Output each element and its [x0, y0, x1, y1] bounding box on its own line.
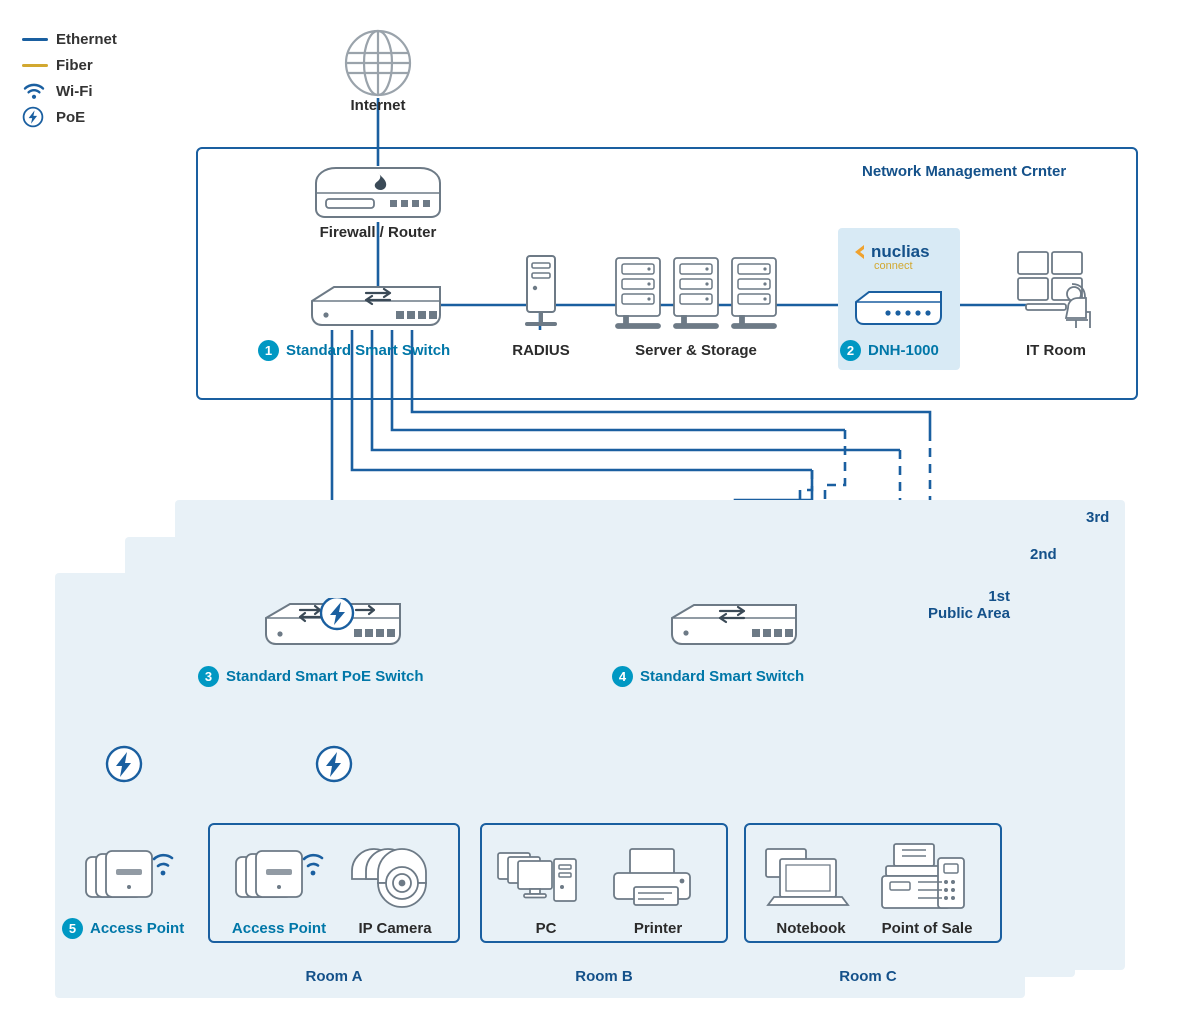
firewall-router-node[interactable]: [308, 163, 448, 221]
internet-node[interactable]: [343, 28, 413, 98]
switch-icon: [668, 600, 802, 650]
core-switch-node[interactable]: [308, 283, 448, 331]
access-point-icon: [232, 843, 332, 915]
first-floor-switch-label: Standard Smart Switch: [640, 668, 805, 685]
internet-label: Internet: [350, 97, 406, 114]
nuclias-appliance-icon: [853, 288, 947, 328]
legend-item-wifi: [22, 78, 202, 104]
dnh-1000-label-row: [840, 340, 939, 361]
ip-camera-node[interactable]: [346, 845, 442, 915]
printer-node[interactable]: [608, 845, 704, 915]
legend-label: Fiber: [56, 56, 93, 74]
notebook-icon: [762, 843, 862, 915]
server-tower-icon: [519, 254, 563, 332]
pc-node[interactable]: [496, 845, 596, 915]
dnh-1000-label: DNH-1000: [868, 342, 939, 359]
network-management-center-title: Network Management Crnter: [862, 163, 1067, 180]
legend-label: PoE: [56, 108, 86, 126]
it-room-icon: [1012, 250, 1104, 332]
first-floor-switch-label-row: [612, 666, 804, 687]
floor-1st-label-line1: 1st: [988, 588, 1010, 605]
point-of-sale-icon: [876, 840, 972, 916]
server-storage-label: Server & Storage: [635, 342, 757, 359]
ethernet-line-icon: [22, 38, 56, 41]
poe-marker-left: [105, 745, 143, 788]
radius-label: RADIUS: [512, 342, 570, 359]
legend-item-poe: [22, 104, 202, 130]
poe-icon: [315, 745, 353, 783]
switch-icon: [308, 283, 448, 331]
it-room-label: IT Room: [1026, 342, 1086, 359]
floor-1st-label-line2: Public Area: [928, 605, 1010, 622]
core-switch-label-row: [258, 340, 450, 361]
server-rack-icon: [612, 254, 780, 332]
notebook-label: Notebook: [776, 920, 846, 937]
server-storage-node[interactable]: [612, 254, 780, 332]
printer-label: Printer: [633, 920, 683, 937]
standalone-access-point-label-row: [62, 918, 184, 939]
poe-marker-right: [315, 745, 353, 788]
nuclias-wordmark: nuclias: [871, 242, 930, 261]
callout-badge: 2: [840, 340, 861, 361]
firewall-router-label: Firewall / Router: [319, 224, 437, 241]
core-switch-label: Standard Smart Switch: [286, 342, 451, 359]
standalone-access-point-node[interactable]: [82, 843, 182, 915]
room-c-name: Room C: [839, 968, 897, 985]
nuclias-logo: [852, 242, 930, 262]
it-room-node[interactable]: [1012, 250, 1104, 332]
room-b-name: Room B: [575, 968, 633, 985]
callout-badge: 3: [198, 666, 219, 687]
globe-icon: [343, 28, 413, 98]
ip-camera-label: IP Camera: [358, 920, 432, 937]
point-of-sale-label: Point of Sale: [881, 920, 973, 937]
poe-icon: [105, 745, 143, 783]
point-of-sale-node[interactable]: [876, 840, 972, 916]
floor-2nd-label: 2nd: [1030, 546, 1057, 563]
standalone-access-point-label: Access Point: [90, 920, 185, 937]
wifi-icon: [22, 81, 56, 101]
poe-switch-label: Standard Smart PoE Switch: [226, 668, 424, 685]
poe-switch-icon: [262, 598, 408, 650]
radius-server-node[interactable]: [519, 254, 563, 332]
poe-icon: [22, 106, 56, 128]
poe-switch-node[interactable]: [262, 598, 408, 650]
callout-badge: 1: [258, 340, 279, 361]
nuclias-mark-icon: [852, 244, 866, 260]
legend-item-fiber: [22, 52, 202, 78]
firewall-icon: [308, 163, 448, 221]
access-point-icon: [82, 843, 182, 915]
room-a-access-point-node[interactable]: [232, 843, 332, 915]
callout-badge: 5: [62, 918, 83, 939]
floor-3rd-label: 3rd: [1086, 509, 1110, 526]
legend: [22, 26, 202, 130]
desktop-pc-icon: [496, 845, 596, 915]
ip-camera-icon: [346, 845, 442, 915]
room-a-name: Room A: [305, 968, 363, 985]
legend-label: Ethernet: [56, 30, 117, 48]
legend-item-ethernet: [22, 26, 202, 52]
floor-1st-label: [880, 588, 1010, 622]
pc-label: PC: [535, 920, 557, 937]
printer-icon: [608, 845, 704, 915]
notebook-node[interactable]: [762, 843, 862, 915]
callout-badge: 4: [612, 666, 633, 687]
room-a-access-point-label: Access Point: [231, 920, 327, 937]
first-floor-switch-node[interactable]: [668, 600, 802, 650]
legend-label: Wi-Fi: [56, 82, 93, 100]
poe-switch-label-row: [198, 666, 424, 687]
nuclias-sub-wordmark: connect: [874, 260, 913, 272]
fiber-line-icon: [22, 64, 56, 67]
